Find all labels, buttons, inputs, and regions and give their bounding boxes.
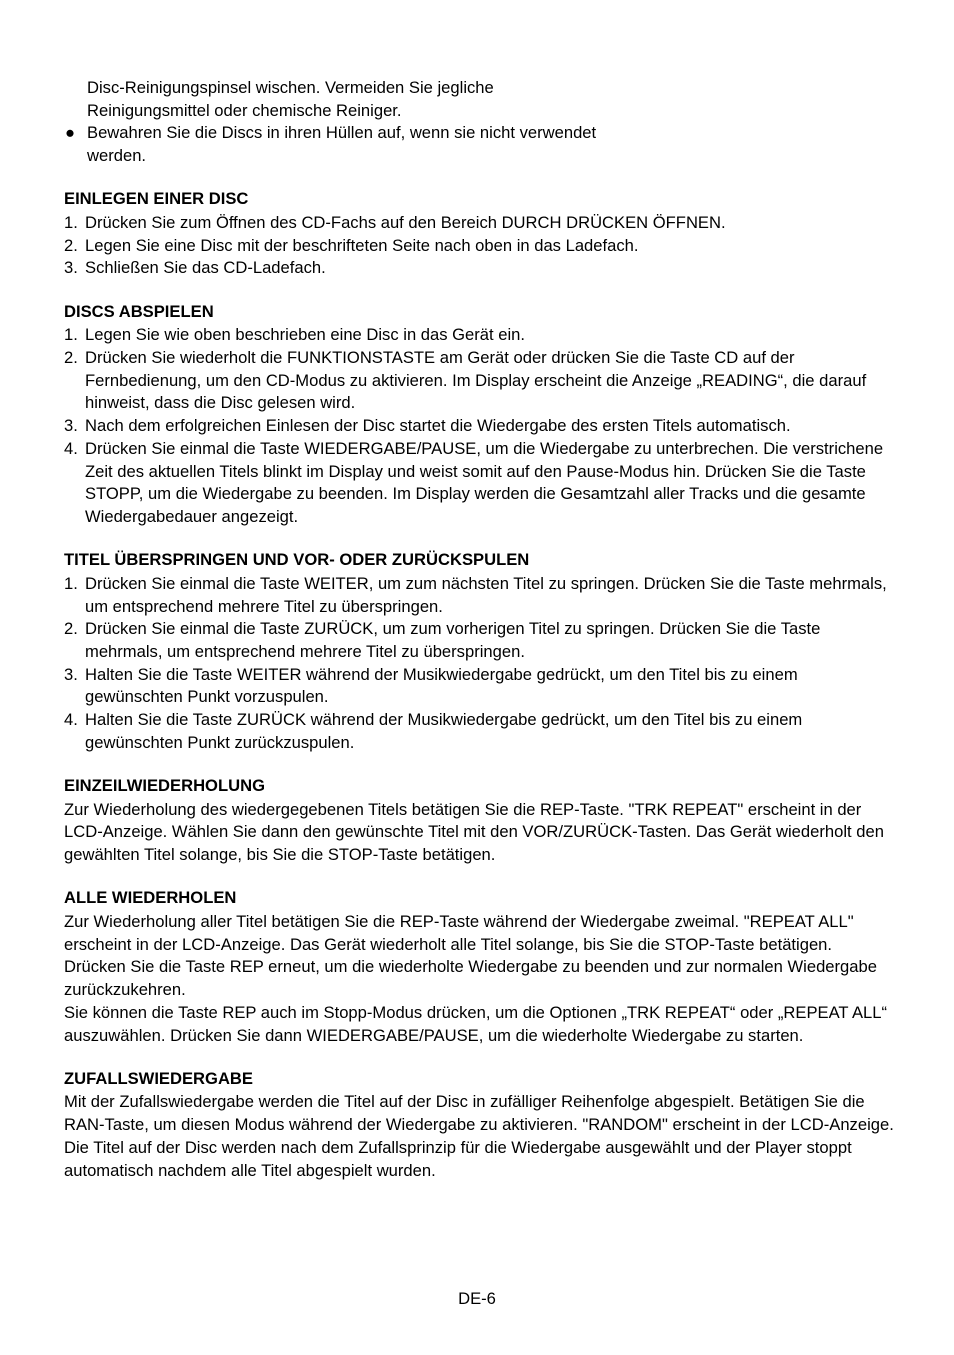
bullet-icon: ● [65,123,76,143]
numbered-list [64,573,894,755]
intro-block [64,77,894,168]
item-number: 3. [64,664,78,684]
list-item [64,573,894,618]
item-text: Drücken Sie einmal die Taste ZURÜCK, um zum vorherigen Titel zu springen. Drücken Sie die Taste mehrmals, um entsprechend mehrere Titel zu überspringen. [85,619,821,661]
item-number: 3. [64,416,78,436]
paragraph: Drücken Sie die Taste REP erneut, um die wiederholte Wiedergabe zu beenden und zur normalen Wiedergabe zurückzukehren. [64,957,877,1000]
section-heading: EINLEGEN EINER DISC [64,189,249,209]
section-ueberspringen [64,549,894,754]
item-number: 4. [64,438,78,458]
section-heading: ALLE WIEDERHOLEN [64,888,237,908]
paragraph: Zur Wiederholung aller Titel betätigen Sie die REP-Taste während der Wiedergabe zweimal. "REPEAT ALL" erscheint in der LCD-Anzeige. Das Gerät wiederholt alle Titel solange, bis Sie die STOP-Taste betätigen. [64,912,854,954]
list-item [64,438,894,529]
item-text: Schließen Sie das CD-Ladefach. [85,258,326,278]
list-item [64,235,894,258]
paragraph: Mit der Zufallswiedergabe werden die Titel auf der Disc in zufälliger Reihenfolge abgespielt. Betätigen Sie die RAN-Taste, um diesen Modus während der Wiedergabe zu aktivieren. "RANDOM" erscheint in der LCD-Anzeige. Die Titel auf der Disc werden nach dem Zufallsprinzip für die Wiedergabe ausgewählt und der Player stoppt automatisch nachdem alle Titel abgespielt wurden. [64,1092,894,1180]
paragraph: Zur Wiederholung des wiedergegebenen Titels betätigen Sie die REP-Taste. "TRK REPEAT" erscheint in der LCD-Anzeige. Wählen Sie dann den gewünschte Titel mit den VOR/ZURÜCK-Tasten. Das Gerät wiederholt den gewählten Titel solange, bis Sie die STOP-Taste betätigen. [64,799,884,865]
numbered-list [64,324,894,528]
item-number: 2. [64,348,78,368]
section-alle-wiederholen [64,887,894,1047]
section-heading: EINZEILWIEDERHOLUNG [64,775,265,795]
item-number: 4. [64,710,78,730]
item-text: Halten Sie die Taste WEITER während der Musikwiedergabe gedrückt, um den Titel bis zu einem gewünschten Punkt vorzuspulen. [85,664,798,707]
list-item [64,618,894,663]
list-item [64,664,894,709]
item-number: 1. [64,573,78,593]
document-page [64,77,894,1182]
continued-text [64,77,894,122]
bullet-line-2: werden. [87,146,147,166]
item-number: 2. [64,619,78,639]
section-abspielen [64,301,894,529]
item-text: Drücken Sie wiederholt die FUNKTIONSTASTE am Gerät oder drücken Sie die Taste CD auf der Fernbedienung, um den CD-Modus zu aktivieren. Im Display erscheint die Anzeige „READING“, die darauf hinweist, dass die Disc gelesen wird. [85,348,867,413]
item-text: Halten Sie die Taste ZURÜCK während der Musikwiedergabe gedrückt, um den Titel bis zu einem gewünschten Punkt zurückzuspulen. [85,710,803,752]
list-item [64,415,894,438]
bullet-item [64,122,894,167]
bullet-line-1: Bewahren Sie die Discs in ihren Hüllen auf, wenn sie nicht verwendet [87,123,597,143]
item-text: Legen Sie eine Disc mit der beschrifteten Seite nach oben in das Ladefach. [85,235,639,255]
continued-line-1: Disc-Reinigungspinsel wischen. Vermeiden Sie jegliche [87,78,494,97]
page-number: DE-6 [458,1289,496,1308]
item-number: 3. [64,258,78,278]
section-einlegen [64,188,894,280]
section-einzelwiederholung [64,775,894,867]
section-heading: ZUFALLSWIEDERGABE [64,1068,253,1088]
list-item [64,347,894,415]
item-number: 2. [64,235,78,255]
item-text: Drücken Sie einmal die Taste WEITER, um zum nächsten Titel zu springen. Drücken Sie die Taste mehrmals, um entsprechend mehrere Titel zu überspringen. [85,573,887,616]
continued-line-2: Reinigungsmittel oder chemische Reiniger. [87,100,402,120]
list-item [64,709,894,754]
list-item [64,212,894,235]
item-number: 1. [64,213,78,233]
item-text: Legen Sie wie oben beschrieben eine Disc in das Gerät ein. [85,325,526,345]
numbered-list [64,212,894,280]
list-item [64,257,894,280]
list-item [64,324,894,347]
section-heading: DISCS ABSPIELEN [64,301,214,321]
item-number: 1. [64,325,78,345]
item-text: Drücken Sie zum Öffnen des CD-Fachs auf den Bereich DURCH DRÜCKEN ÖFFNEN. [85,213,726,233]
section-heading: TITEL ÜBERSPRINGEN UND VOR- ODER ZURÜCKSPULEN [64,550,530,570]
section-zufallswiedergabe [64,1068,894,1183]
item-text: Nach dem erfolgreichen Einlesen der Disc startet die Wiedergabe des ersten Titels automatisch. [85,416,791,436]
paragraph: Sie können die Taste REP auch im Stopp-Modus drücken, um die Optionen „TRK REPEAT“ oder „REPEAT ALL“ auszuwählen. Drücken Sie dann WIEDERGABE/PAUSE, um die wiederholte Wiedergabe zu starten. [64,1002,888,1045]
item-text: Drücken Sie einmal die Taste WIEDERGABE/PAUSE, um die Wiedergabe zu unterbrechen. Die verstrichene Zeit des aktuellen Titels blinkt im Display und weist somit auf den Pause-Modus hin. Drücken Sie die Taste STOPP, um die Wiedergabe zu beenden. Im Display werden die Gesamtzahl aller Tracks und die gesamte Wiedergabedauer angezeigt. [85,438,884,526]
